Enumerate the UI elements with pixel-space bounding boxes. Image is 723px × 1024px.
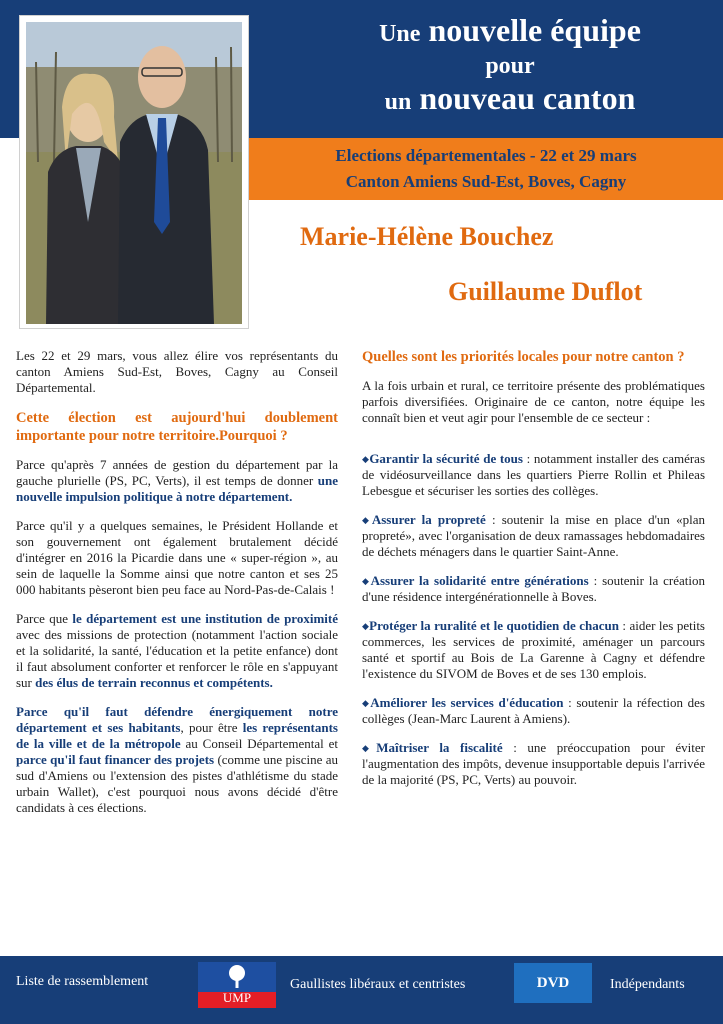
ump-logo (198, 962, 276, 1008)
footer-gaullistes-label: Gaullistes libéraux et centristes (290, 977, 466, 992)
priority-item (362, 695, 705, 727)
priority-item (362, 740, 705, 788)
right-intro: A la fois urbain et rural, ce territoire présente des problématiques parfois diversifiées. Originaire de ce canton, notre équipe les connaît bien et veut agir pour l'ensemble de ce secteur : (362, 378, 705, 425)
footer-band (0, 956, 723, 1024)
bullet-icon: ◆ (362, 454, 370, 464)
bullet-icon: ◆ (362, 621, 370, 631)
canton-name: Canton Amiens Sud-Est, Boves, Cagny (345, 172, 627, 191)
candidate-name-1: Marie-Hélène Bouchez (300, 222, 554, 251)
left-heading: Cette élection est aujourd'hui doublement importante pour notre territoire.Pourquoi ? (16, 410, 338, 444)
ump-label: UMP (222, 990, 252, 1005)
candidate-name-2: Guillaume Duflot (448, 277, 643, 306)
bullet-icon: ◆ (362, 743, 377, 753)
title-word-une: Une (379, 21, 421, 47)
tree-icon (225, 964, 249, 990)
right-heading: Quelles sont les priorités locales pour notre canton ? (362, 349, 685, 365)
left-paragraph-3: Parce que le département est une institution de proximité avec des missions de protection (notamment l'action sociale et la solidarité, la santé, l'éducation et la petite enfance) dont il faut absolument conforter et renforcer le rôle en s'appuyant sur des élus de terrain reconnus et compétents. (16, 611, 338, 690)
left-column (16, 348, 338, 829)
priority-text: : aider les petits commerces, les services de proximité, aménager un parcours santé et sportif au Bois de La Garenne à Cagny et défendre l'existence du SIVOM de Boves et de ses 130 emplois. (362, 618, 705, 681)
title-pour: pour (485, 53, 535, 79)
priority-title: Maîtriser la fiscalité (376, 740, 503, 755)
priority-title: Garantir la sécurité de tous (369, 451, 523, 466)
bullet-icon: ◆ (362, 515, 372, 525)
priority-title: Assurer la propreté (371, 512, 486, 527)
priority-title: Améliorer les services d'éducation (370, 695, 564, 710)
priority-item (362, 618, 705, 682)
priority-item (362, 573, 705, 605)
election-dates: Elections départementales - 22 et 29 mars (335, 146, 637, 165)
priority-title: Protéger la ruralité et le quotidien de chacun (369, 618, 619, 633)
priority-text: : soutenir la création d'une résidence intergénérationnelle à Boves. (362, 573, 705, 604)
priority-item (362, 512, 705, 560)
candidates-photo (26, 22, 242, 324)
left-paragraph-1: Parce qu'après 7 années de gestion du département par la gauche plurielle (PS, PC, Verts), il est temps de donner une nouvelle impulsion politique à notre département. (16, 457, 338, 504)
election-banner (249, 138, 723, 200)
priority-text: : une préoccupation pour éviter l'augmentation des impôts, devenue insupportable depuis l'arrivée de la majorité (PS, PC, Verts) au pouvoir. (362, 740, 705, 787)
title-nouvelle-equipe: nouvelle équipe (428, 12, 641, 48)
priority-text: : soutenir la réfection des collèges (Jean-Marc Laurent à Amiens). (362, 695, 705, 726)
bullet-icon: ◆ (362, 698, 371, 708)
bullet-icon: ◆ (362, 576, 371, 586)
left-intro: Les 22 et 29 mars, vous allez élire vos représentants du canton Amiens Sud-Est, Boves, Cagny au Conseil Départemental. (16, 348, 338, 395)
title-nouveau-canton: nouveau canton (419, 80, 636, 116)
footer-independants-label: Indépendants (610, 977, 685, 992)
left-paragraph-2: Parce qu'il y a quelques semaines, le Président Hollande et son gouvernement ont également brutalement décidé d'intégrer en 2016 la Picardie dans une « super-région », au sein de laquelle la Somme ainsi que notre canton et ses 25 000 habitants pèseront bien peu face au Nord-Pas-de-Calais ! (16, 518, 338, 597)
footer-list-label: Liste de rassemblement (16, 974, 149, 989)
priority-item (362, 451, 705, 499)
right-column (362, 348, 705, 801)
priority-title: Assurer la solidarité entre générations (370, 573, 589, 588)
priority-text: : soutenir la mise en place d'un «plan propreté», avec l'organisation de deux ramassages hebdomadaires de déchets ménagers dans le quartier Saint-Anne. (362, 512, 705, 559)
priorities-list (362, 451, 705, 788)
left-paragraph-4: Parce qu'il faut défendre énergiquement notre département et ses habitants, pour être les représentants de la ville et de la métropole au Conseil Départemental et parce qu'il faut financer des projets (comme une piscine au sud d'Amiens ou l'extension des pistes d'athlétisme du stade urbain Wallet), c'est pourquoi nous avons décidé d'être candidats à ces élections. (16, 704, 338, 815)
priority-text: : notamment installer des caméras de vidéosurveillance dans les quartiers Pierre Rollin et Phileas Lebesgue et sécuriser les sorties des collèges. (362, 451, 706, 498)
main-title (310, 12, 710, 120)
dvd-logo: DVD (514, 963, 592, 1003)
title-word-un: un (384, 89, 412, 115)
